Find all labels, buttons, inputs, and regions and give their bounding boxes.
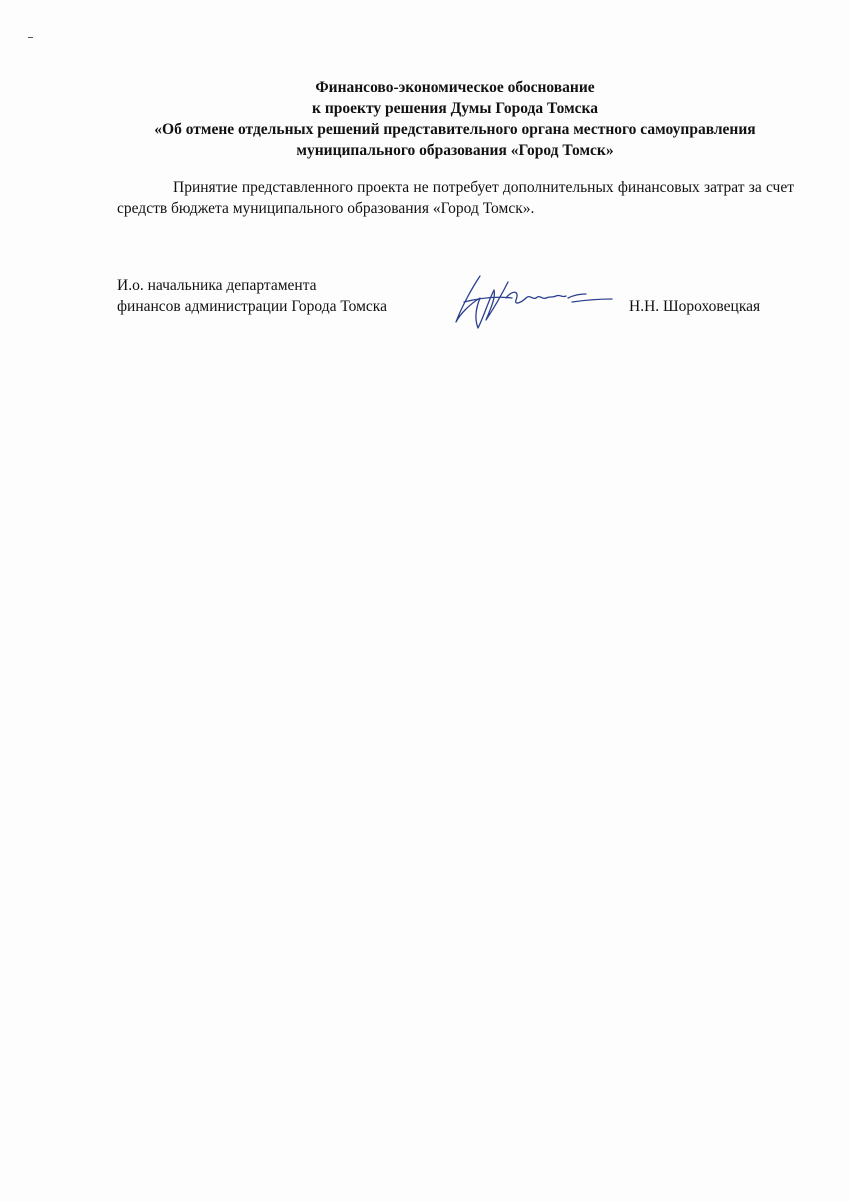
title-line-4: муниципального образования «Город Томск» <box>296 142 614 159</box>
handwritten-signature-icon <box>450 268 615 332</box>
signer-position <box>117 275 387 317</box>
title-line-1: Финансово-экономическое обоснование <box>315 79 595 96</box>
document-title <box>115 77 795 161</box>
title-line-2: к проекту решения Думы Города Томска <box>312 100 598 117</box>
title-line-3: «Об отмене отдельных решений представительного органа местного самоуправления <box>154 121 756 138</box>
scan-artifact <box>28 37 33 38</box>
signer-position-line-2: финансов администрации Города Томска <box>117 298 387 315</box>
signer-position-line-1: И.о. начальника департамента <box>117 277 317 294</box>
signer-name: Н.Н. Шороховецкая <box>629 298 761 315</box>
body-paragraph: Принятие представленного проекта не потребует дополнительных финансовых затрат за счет средств бюджета муниципального образования «Город Томск». <box>117 179 794 217</box>
